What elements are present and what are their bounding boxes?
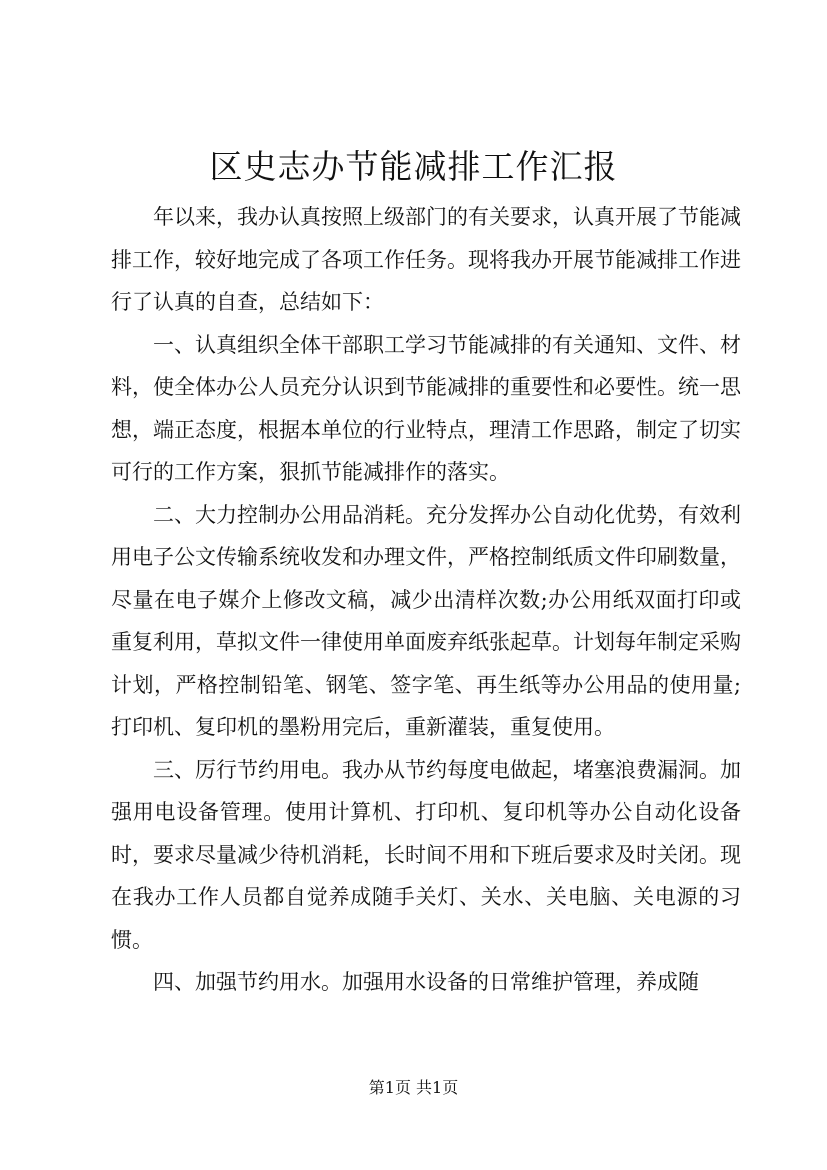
- document-title: 区史志办节能减排工作汇报: [209, 147, 618, 186]
- document-body: [111, 196, 741, 1004]
- paragraph-section-3: 三、厉行节约用电。我办从节约每度电做起，堵塞浪费漏洞。加强用电设备管理。使用计算机、打印机、复印机等办公自动化设备时，要求尽量减少待机消耗，长时间不用和下班后要求及时关闭。现在我办工作人员都自觉养成随手关灯、关水、关电脑、关电源的习惯。: [111, 757, 741, 952]
- paragraph-intro: 年以来，我办认真按照上级部门的有关要求，认真开展了节能减排工作，较好地完成了各项工作任务。现将我办开展节能减排工作进行了认真的自查，总结如下：: [111, 205, 741, 314]
- page-footer: 第1页 共1页: [368, 1078, 459, 1097]
- paragraph-section-4: 四、加强节约用水。加强用水设备的日常维护管理，养成随: [153, 970, 699, 994]
- paragraph-section-1: 一、认真组织全体干部职工学习节能减排的有关通知、文件、材料，使全体办公人员充分认识到节能减排的重要性和必要性。统一思想，端正态度，根据本单位的行业特点，理清工作思路，制定了切实可行的工作方案，狠抓节能减排作的落实。: [111, 332, 741, 484]
- paragraph-section-2: 二、大力控制办公用品消耗。充分发挥办公自动化优势，有效利用电子公文传输系统收发和办理文件，严格控制纸质文件印刷数量，尽量在电子媒介上修改文稿，减少出清样次数;办公用纸双面打印或重复利用，草拟文件一律使用单面废弃纸张起草。计划每年制定采购计划，严格控制铅笔、钢笔、签字笔、再生纸等办公用品的使用量;打印机、复印机的墨粉用完后，重新灌装，重复使用。: [111, 502, 741, 739]
